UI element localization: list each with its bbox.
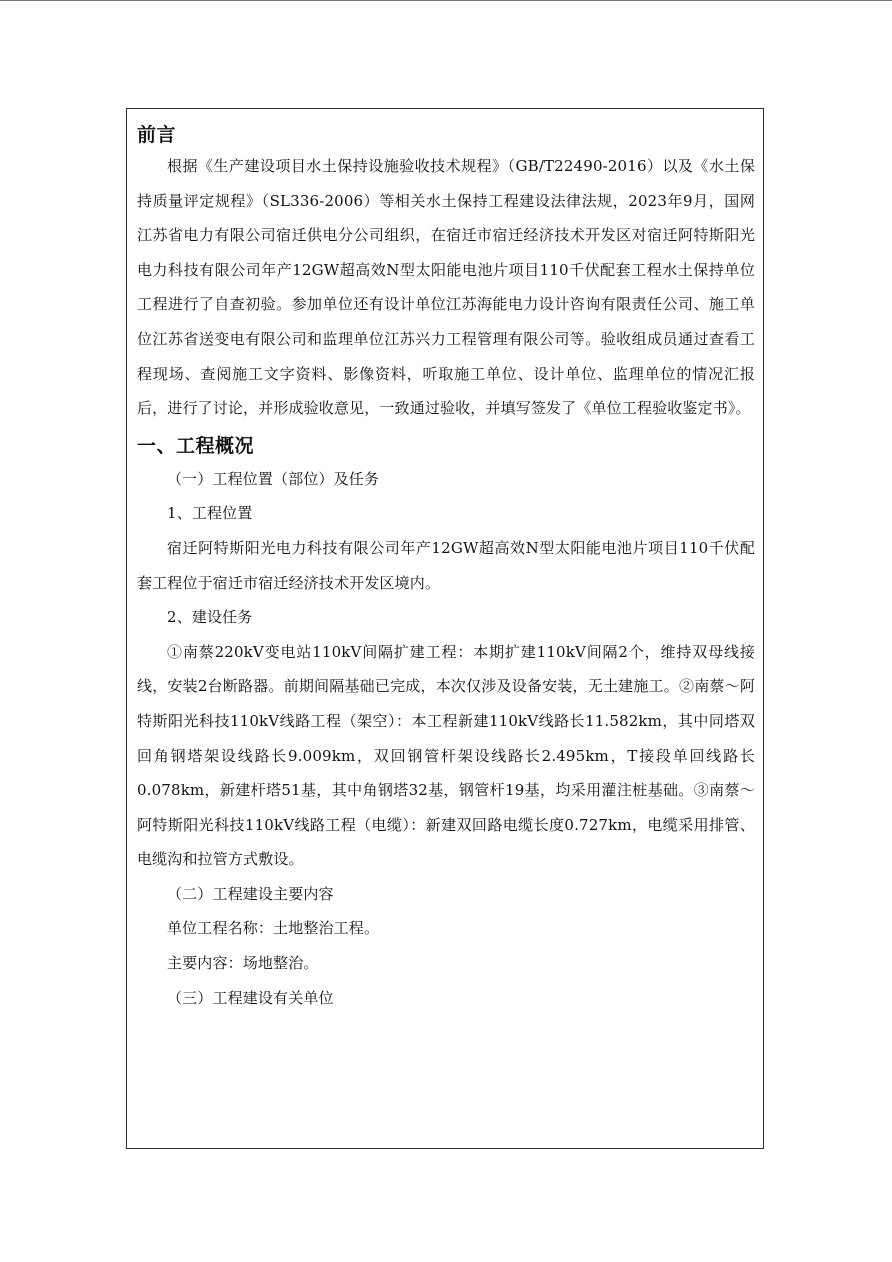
unit-project-name: 单位工程名称：土地整治工程。	[167, 919, 380, 938]
page-top-border	[0, 0, 892, 1]
main-content-line: 主要内容：场地整治。	[167, 954, 319, 973]
item-location-body: 宿迁阿特斯阳光电力科技有限公司年产12GW超高效N型太阳能电池片项目110千伏配套工程位于宿迁市宿迁经济技术开发区境内。	[137, 538, 755, 592]
preface-heading: 前言	[137, 124, 177, 146]
item-tasks-body: ①南蔡220kV变电站110kV间隔扩建工程：本期扩建110kV间隔2个，维持双母线接线，安装2台断路器。前期间隔基础已完成，本次仅涉及设备安装，无土建施工。②南蔡～阿特斯阳光科技110kV线路工程（架空）：本工程新建110kV线路长11.582km，其中同塔双回角钢塔架设线路长9.009km，双回钢管杆架设线路长2.495km，T接段单回线路长0.078km，新建杆塔51基，其中角钢塔32基，钢管杆19基，均采用灌注桩基础。③南蔡～阿特斯阳光科技110kV线路工程（电缆）：新建双回路电缆长度0.727km，电缆采用排管、电缆沟和拉管方式敷设。	[137, 642, 755, 869]
overview-heading: 一、工程概况	[137, 434, 255, 457]
preface-body: 根据《生产建设项目水土保持设施验收技术规程》（GB/T22490-2016）以及《水土保持质量评定规程》（SL336-2006）等相关水土保持工程建设法律法规，2023年9月，国网江苏省电力有限公司宿迁供电分公司组织，在宿迁市宿迁经济技术开发区对宿迁阿特斯阳光电力科技有限公司年产12GW超高效N型太阳能电池片项目110千伏配套工程水土保持单位工程进行了自查初验。参加单位还有设计单位江苏海能电力设计咨询有限责任公司、施工单位江苏省送变电有限公司和监理单位江苏兴力工程管理有限公司等。验收组成员通过查看工程现场、查阅施工文字资料、影像资料，听取施工单位、设计单位、监理单位的情况汇报后，进行了讨论，并形成验收意见，一致通过验收，并填写签发了《单位工程验收鉴定书》。	[137, 157, 755, 418]
subsection-main-content-heading: （二）工程建设主要内容	[167, 884, 334, 903]
item-tasks-title: 2、建设任务	[167, 608, 253, 627]
document-frame	[126, 108, 764, 1149]
subsection-related-units-heading: （三）工程建设有关单位	[167, 988, 334, 1007]
subsection-location-heading: （一）工程位置（部位）及任务	[167, 469, 380, 488]
item-location-title: 1、工程位置	[167, 504, 253, 523]
